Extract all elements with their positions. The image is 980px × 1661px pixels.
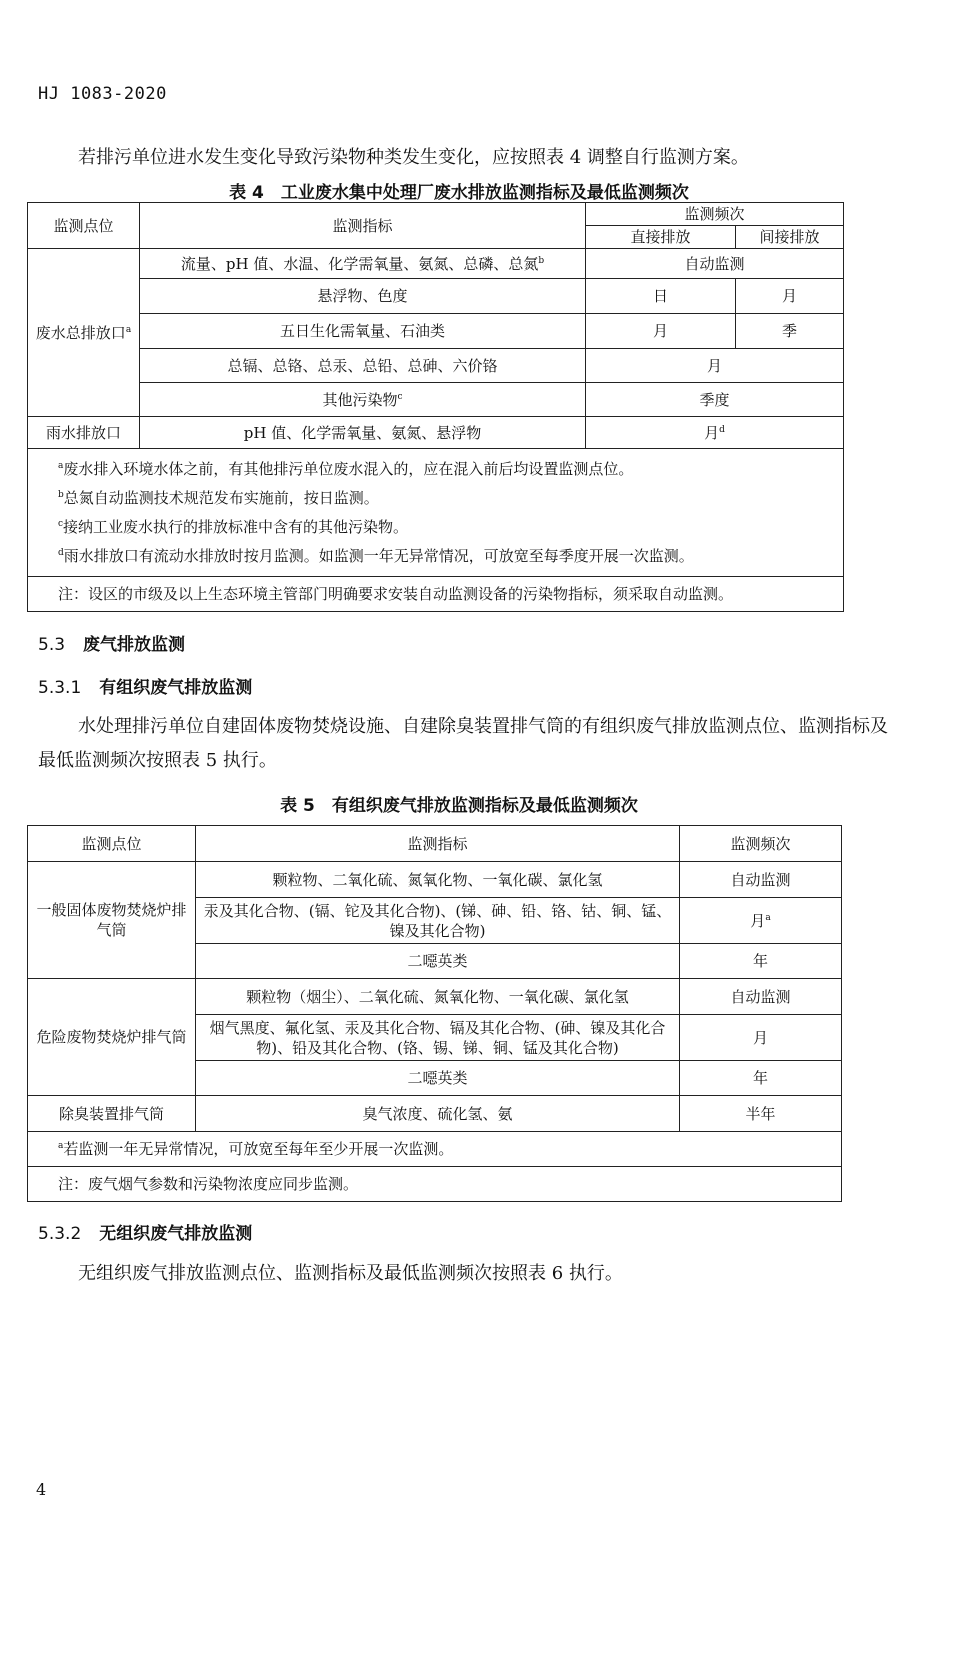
r2-freq-text: 月 <box>750 911 766 930</box>
footnote-ref-a: a <box>125 324 132 335</box>
row6-freq-text: 月 <box>704 423 720 442</box>
table4-row6-freq <box>586 417 844 449</box>
table5-r1-indicator: 颗粒物、二氧化硫、氮氧化物、一氧化碳、氯化氢 <box>196 862 680 898</box>
section-5-3-2-heading <box>38 1219 252 1244</box>
table4-header-site: 监测点位 <box>28 203 140 249</box>
table5-r5-freq: 月 <box>680 1015 842 1061</box>
section-title: 有组织废气排放监测 <box>99 678 253 698</box>
table5-site3: 除臭装置排气筒 <box>28 1096 196 1132</box>
table5-footnote-a <box>28 1132 842 1167</box>
table4-row3-direct: 月 <box>586 314 736 349</box>
table4-footnotes <box>28 449 844 577</box>
table4-note: 注：设区的市级及以上生态环境主管部门明确要求安装自动监测设备的污染物指标，须采取自动监测。 <box>28 577 844 612</box>
footnote-b-mark: b <box>58 489 64 500</box>
paragraph-5-3-1-text: 水处理排污单位自建固体废物焚烧设施、自建除臭装置排气筒的有组织废气排放监测点位、监测指标及最低监测频次按照表 5 执行。 <box>38 716 888 771</box>
table5-r7-indicator: 臭气浓度、硫化氢、氨 <box>196 1096 680 1132</box>
table4-row5-freq: 季度 <box>586 383 844 417</box>
footnote-a-mark: a <box>58 460 64 471</box>
table4-row2-direct: 日 <box>586 279 736 314</box>
section-number: 5.3.2 <box>38 1224 82 1244</box>
table4-site-wastewater <box>28 249 140 417</box>
footnote-ref-a: a <box>765 912 771 923</box>
table4-row1-indicator <box>140 249 586 279</box>
table4-header-indicator: 监测指标 <box>140 203 586 249</box>
footnote-d-text: 雨水排放口有流动水排放时按月监测。如监测一年无异常情况，可放宽至每季度开展一次监测。 <box>63 546 694 565</box>
table4-header-indirect: 间接排放 <box>736 226 844 249</box>
table4-row4-freq: 月 <box>586 349 844 383</box>
row1-indicator-text: 流量、pH 值、水温、化学需氧量、氨氮、总磷、总氮 <box>180 254 539 273</box>
table5-r7-freq: 半年 <box>680 1096 842 1132</box>
footnote-a-mark: a <box>58 1141 64 1151</box>
table4-row3-indicator: 五日生化需氧量、石油类 <box>140 314 586 349</box>
table4-row4-indicator: 总镉、总铬、总汞、总铅、总砷、六价铬 <box>140 349 586 383</box>
table5-note: 注：废气烟气参数和污染物浓度应同步监测。 <box>28 1167 842 1202</box>
section-number: 5.3 <box>38 635 66 655</box>
table5-header-freq: 监测频次 <box>680 826 842 862</box>
intro-paragraph <box>38 141 888 175</box>
footnote-a-text: 废水排入环境水体之前，有其他排污单位废水混入的，应在混入前后均设置监测点位。 <box>63 459 634 478</box>
footnote-ref-c: c <box>397 391 403 402</box>
table5-site1: 一般固体废物焚烧炉排气筒 <box>28 862 196 979</box>
footnote-b-text: 总氮自动监测技术规范发布实施前，按日监测。 <box>63 488 379 507</box>
table5-site2: 危险废物焚烧炉排气筒 <box>28 979 196 1096</box>
table5-r2-indicator: 汞及其化合物、(镉、铊及其化合物)、(锑、砷、铅、铬、钴、铜、锰、镍及其化合物) <box>196 898 680 944</box>
table5-header-site: 监测点位 <box>28 826 196 862</box>
table4-row6-indicator: pH 值、化学需氧量、氨氮、悬浮物 <box>140 417 586 449</box>
table4-header-freq: 监测频次 <box>586 203 844 226</box>
paragraph-5-3-2-text: 无组织废气排放监测点位、监测指标及最低监测频次按照表 6 执行。 <box>78 1263 623 1284</box>
footnote-a <box>58 455 839 484</box>
paragraph-5-3-1 <box>38 710 888 778</box>
table4-row5-indicator <box>140 383 586 417</box>
table4-row1-freq: 自动监测 <box>586 249 844 279</box>
table5-r3-indicator: 二噁英类 <box>196 944 680 979</box>
table4-header-direct: 直接排放 <box>586 226 736 249</box>
intro-paragraph-text: 若排污单位进水发生变化导致污染物种类发生变化，应按照表 4 调整自行监测方案。 <box>78 147 749 168</box>
footnote-c-text: 接纳工业废水执行的排放标准中含有的其他污染物。 <box>63 517 409 536</box>
footnote-c <box>58 513 839 542</box>
table5-r4-freq: 自动监测 <box>680 979 842 1015</box>
section-title: 无组织废气排放监测 <box>99 1224 253 1244</box>
row5-indicator-text: 其他污染物 <box>322 390 398 409</box>
page-number: 4 <box>36 1480 47 1499</box>
table4 <box>27 202 844 612</box>
footnote-ref-b: b <box>538 255 545 266</box>
footnote-a-text: 若监测一年无异常情况，可放宽至每年至少开展一次监测。 <box>63 1140 454 1158</box>
section-5-3-1-heading <box>38 673 252 698</box>
footnote-d <box>58 542 839 571</box>
footnote-c-mark: c <box>58 518 64 529</box>
table5-caption: 表 5 有组织废气排放监测指标及最低监测频次 <box>280 796 638 816</box>
table5 <box>27 825 842 1202</box>
table5-r2-freq <box>680 898 842 944</box>
table5-r6-freq: 年 <box>680 1061 842 1096</box>
table5-r1-freq: 自动监测 <box>680 862 842 898</box>
table5-r6-indicator: 二噁英类 <box>196 1061 680 1096</box>
footnote-d-mark: d <box>58 547 64 558</box>
table5-r5-indicator: 烟气黑度、氟化氢、汞及其化合物、镉及其化合物、(砷、镍及其化合物)、铅及其化合物、(铬、锡、锑、铜、锰及其化合物) <box>196 1015 680 1061</box>
table4-row2-indicator: 悬浮物、色度 <box>140 279 586 314</box>
table4-row2-indirect: 月 <box>736 279 844 314</box>
table5-header-indicator: 监测指标 <box>196 826 680 862</box>
section-title: 废气排放监测 <box>83 635 186 655</box>
table4-row3-indirect: 季 <box>736 314 844 349</box>
document-header: HJ 1083-2020 <box>38 84 167 104</box>
table4-site-rain: 雨水排放口 <box>28 417 140 449</box>
table5-r3-freq: 年 <box>680 944 842 979</box>
table5-r4-indicator: 颗粒物（烟尘）、二氧化硫、氮氧化物、一氧化碳、氯化氢 <box>196 979 680 1015</box>
site-wastewater-label: 废水总排放口 <box>35 323 126 342</box>
footnote-b <box>58 484 839 513</box>
section-number: 5.3.1 <box>38 678 82 698</box>
section-5-3-heading <box>38 630 185 655</box>
table4-caption: 表 4 工业废水集中处理厂废水排放监测指标及最低监测频次 <box>229 183 689 203</box>
paragraph-5-3-2 <box>38 1257 888 1291</box>
footnote-ref-d: d <box>719 424 725 435</box>
